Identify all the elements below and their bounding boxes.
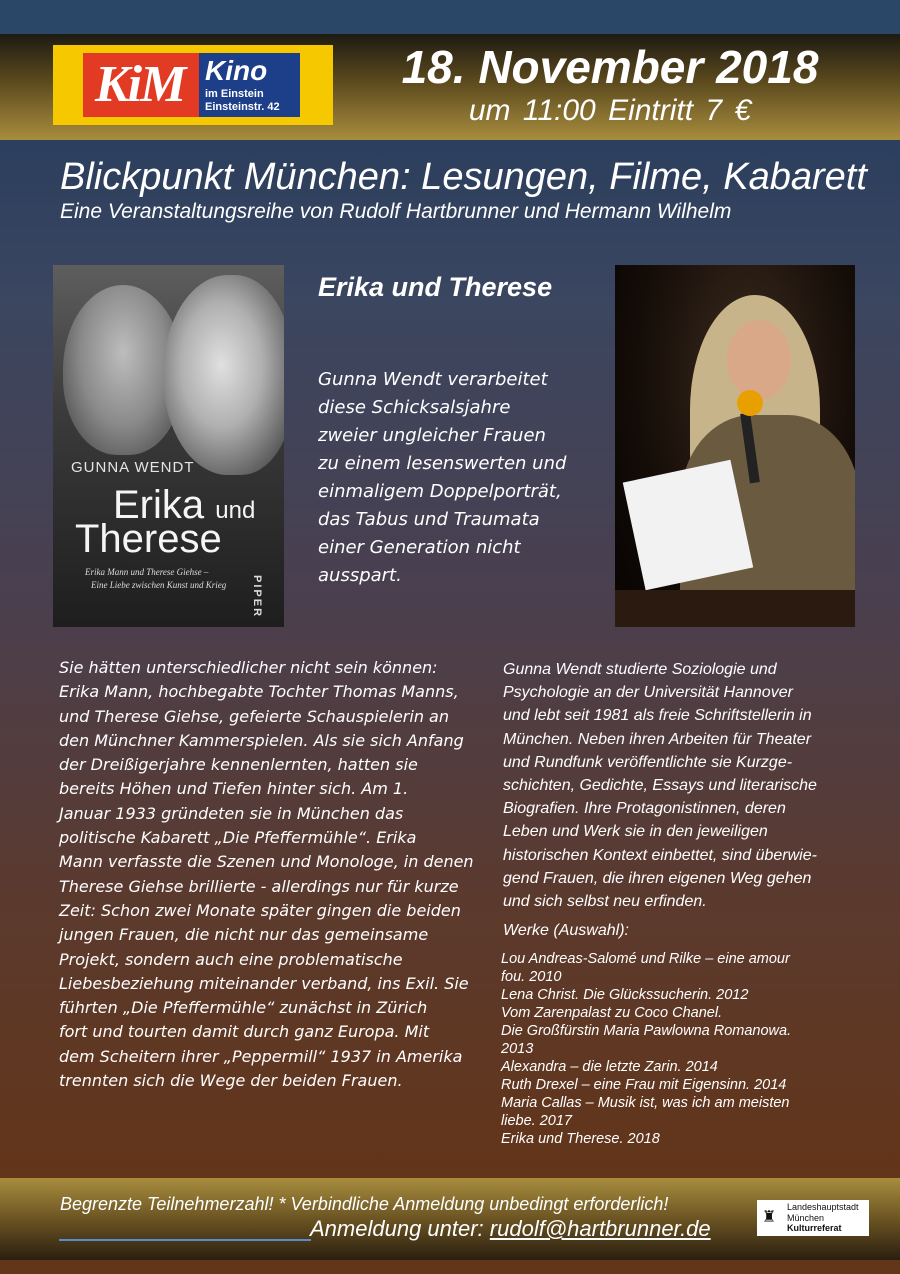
book-subtitle-line2: Eine Liebe zwischen Kunst und Krieg bbox=[91, 580, 227, 590]
footer-rule bbox=[59, 1239, 311, 1241]
bio-line: und lebt seit 1981 als freie Schriftstellerin in bbox=[503, 707, 812, 725]
story-line: bereits Höhen und Tiefen hinter sich. Am 1. bbox=[59, 779, 409, 799]
photo-microphone bbox=[737, 390, 763, 416]
series-subtitle: Eine Veranstaltungsreihe von Rudolf Hartbrunner und Hermann Wilhelm bbox=[60, 200, 732, 223]
top-bar bbox=[0, 0, 900, 34]
works-item: fou. 2010 bbox=[501, 969, 562, 985]
bio-line: gend Frauen, die ihren eigenen Weg gehen bbox=[503, 869, 812, 887]
teaser-line: diese Schicksalsjahre bbox=[318, 397, 511, 418]
story-line: jungen Frauen, die nicht nur das gemeinsame bbox=[59, 925, 429, 945]
footer-notice: Begrenzte Teilnehmerzahl! * Verbindliche Anmeldung unbedingt erforderlich! bbox=[60, 1194, 669, 1214]
bio-line: Psychologie an der Universität Hannover bbox=[503, 684, 793, 702]
story-line: politische Kabarett „Die Pfeffermühle“. Erika bbox=[59, 828, 417, 848]
works-item: liebe. 2017 bbox=[501, 1113, 572, 1129]
teaser-line: einmaligem Doppelporträt, bbox=[318, 481, 562, 502]
story-line: den Münchner Kammerspielen. Als sie sich Anfang bbox=[59, 730, 464, 750]
photo-paper bbox=[623, 460, 753, 590]
story-line: Januar 1933 gründeten sie in München das bbox=[59, 803, 404, 823]
sponsor-line2: München bbox=[787, 1213, 825, 1223]
works-item: 2013 bbox=[501, 1041, 534, 1057]
teaser-line: das Tabus und Traumata bbox=[318, 509, 540, 530]
logo-kino-text: Kino bbox=[205, 55, 268, 86]
sponsor-line3: Kulturreferat bbox=[787, 1223, 842, 1233]
bio-line: und sich selbst neu erfinden. bbox=[503, 893, 707, 911]
author-photo bbox=[615, 265, 855, 627]
bio-line: Gunna Wendt studierte Soziologie und bbox=[503, 661, 777, 678]
book-publisher: PIPER bbox=[251, 575, 263, 619]
story-line: dem Scheitern ihrer „Peppermill“ 1937 in Amerika bbox=[59, 1046, 463, 1066]
story-line: fort und tourten damit durch ganz Europa. Mit bbox=[59, 1022, 430, 1042]
sponsor-logo bbox=[757, 1200, 869, 1236]
book-subtitle-line1: Erika Mann und Therese Giehse – bbox=[85, 567, 209, 577]
registration-email-link[interactable]: rudolf@hartbrunner.de bbox=[489, 1216, 711, 1241]
story-line: trennten sich die Wege der beiden Frauen. bbox=[59, 1071, 403, 1091]
story-paragraph bbox=[59, 656, 489, 1093]
teaser-line: zu einem lesenswerten und bbox=[318, 453, 567, 474]
logo-address-line1: im Einstein bbox=[205, 88, 264, 100]
bio-line: Leben und Werk sie in den jeweiligen bbox=[503, 823, 768, 841]
teaser-line: ausspart. bbox=[318, 565, 402, 586]
works-item: Vom Zarenpalast zu Coco Chanel. bbox=[501, 1005, 723, 1021]
story-line: und Therese Giehse, gefeierte Schauspielerin an bbox=[59, 706, 449, 726]
kim-kino-logo bbox=[53, 45, 333, 125]
works-item: Maria Callas – Musik ist, was ich am meisten bbox=[501, 1095, 790, 1111]
works-item: Erika und Therese. 2018 bbox=[501, 1131, 660, 1147]
story-line: Zeit: Schon zwei Monate später gingen die beiden bbox=[59, 900, 461, 920]
works-list bbox=[501, 950, 871, 1148]
photo-stage bbox=[615, 590, 855, 627]
event-title: Erika und Therese bbox=[318, 272, 553, 302]
teaser-line: zweier ungleicher Frauen bbox=[318, 425, 546, 446]
book-title-line2: Therese bbox=[75, 517, 222, 561]
logo-kim-text: KiM bbox=[95, 56, 185, 113]
registration-label: Anmeldung unter: bbox=[310, 1216, 490, 1241]
story-line: Mann verfasste die Szenen und Monologe, in denen bbox=[59, 852, 474, 872]
event-date: 18. November 2018 bbox=[401, 41, 819, 93]
story-line: führten „Die Pfeffermühle“ zunächst in Zürich bbox=[59, 998, 428, 1018]
book-title-und: und bbox=[215, 497, 256, 524]
story-line: der Dreißigerjahre kennenlernten, hatten sie bbox=[59, 755, 418, 775]
bio-line: historischen Kontext einbettet, sind überwie- bbox=[503, 846, 817, 864]
author-bio bbox=[503, 658, 873, 913]
story-line: Projekt, sondern auch eine problematische bbox=[59, 949, 403, 969]
works-item: Die Großfürstin Maria Pawlowna Romanowa. bbox=[501, 1023, 792, 1039]
photo-face bbox=[727, 320, 791, 400]
teaser-line: Gunna Wendt verarbeitet bbox=[318, 369, 548, 390]
story-line: Sie hätten unterschiedlicher nicht sein können: bbox=[59, 658, 438, 677]
sponsor-line1: Landeshauptstadt bbox=[787, 1202, 859, 1212]
logo-kino-block bbox=[199, 53, 300, 117]
book-portrait-right bbox=[163, 275, 284, 475]
book-cover-image bbox=[53, 265, 284, 627]
works-title: Werke (Auswahl): bbox=[503, 922, 629, 939]
story-line: Therese Giehse brillierte - allerdings nur für kurze bbox=[59, 876, 459, 896]
works-item: Lena Christ. Die Glückssucherin. 2012 bbox=[501, 987, 749, 1003]
works-item: Lou Andreas-Salomé und Rilke – eine amour bbox=[501, 951, 790, 967]
bio-line: und Rundfunk veröffentlichte sie Kurzge- bbox=[503, 753, 793, 771]
event-time-entry: um 11:00 Eintritt 7 € bbox=[468, 94, 752, 127]
story-line: Liebesbeziehung miteinander verband, ins Exil. Sie bbox=[59, 973, 469, 993]
series-title: Blickpunkt München: Lesungen, Filme, Kabarett bbox=[60, 156, 867, 198]
story-line: Erika Mann, hochbegabte Tochter Thomas Manns, bbox=[59, 682, 459, 702]
works-item: Ruth Drexel – eine Frau mit Eigensinn. 2014 bbox=[501, 1077, 787, 1093]
bio-line: München. Neben ihren Arbeiten für Theater bbox=[503, 730, 812, 748]
book-author: GUNNA WENDT bbox=[71, 459, 195, 476]
bio-line: schichten, Gedichte, Essays und literarische bbox=[503, 777, 817, 795]
book-title-erika: Erika bbox=[113, 483, 205, 527]
munich-crest-icon: ♜ bbox=[762, 1207, 777, 1226]
footer-registration bbox=[310, 1216, 711, 1242]
event-teaser bbox=[318, 366, 608, 590]
logo-address-line2: Einsteinstr. 42 bbox=[205, 101, 280, 113]
bio-line: Biografien. Ihre Protagonistinnen, deren bbox=[503, 800, 786, 818]
works-item: Alexandra – die letzte Zarin. 2014 bbox=[501, 1059, 718, 1075]
teaser-line: einer Generation nicht bbox=[318, 537, 521, 558]
